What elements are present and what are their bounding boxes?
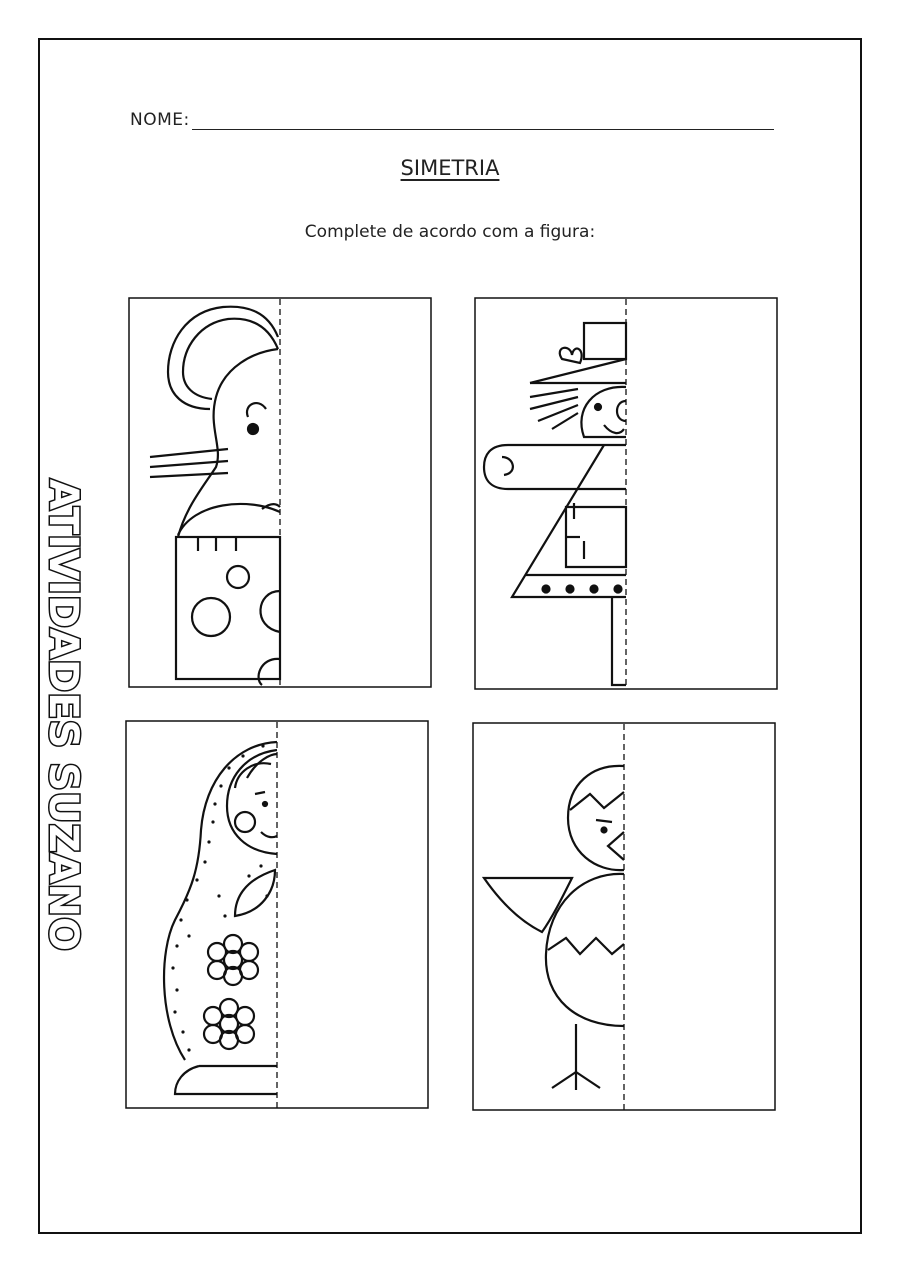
name-label: NOME:: [130, 110, 190, 130]
watermark-text: ATIVIDADES SUZANO: [40, 478, 86, 952]
matryoshka-panel: [125, 720, 430, 1110]
name-field[interactable]: [130, 110, 774, 130]
name-blank-line[interactable]: [192, 113, 774, 130]
watermark: [38, 470, 88, 960]
mouse-panel: [128, 297, 433, 689]
instruction-text: Complete de acordo com a figura:: [304, 222, 596, 242]
page-title: SIMETRIA: [400, 156, 500, 180]
scarecrow-panel: [474, 297, 779, 691]
bird-panel: [472, 722, 777, 1112]
